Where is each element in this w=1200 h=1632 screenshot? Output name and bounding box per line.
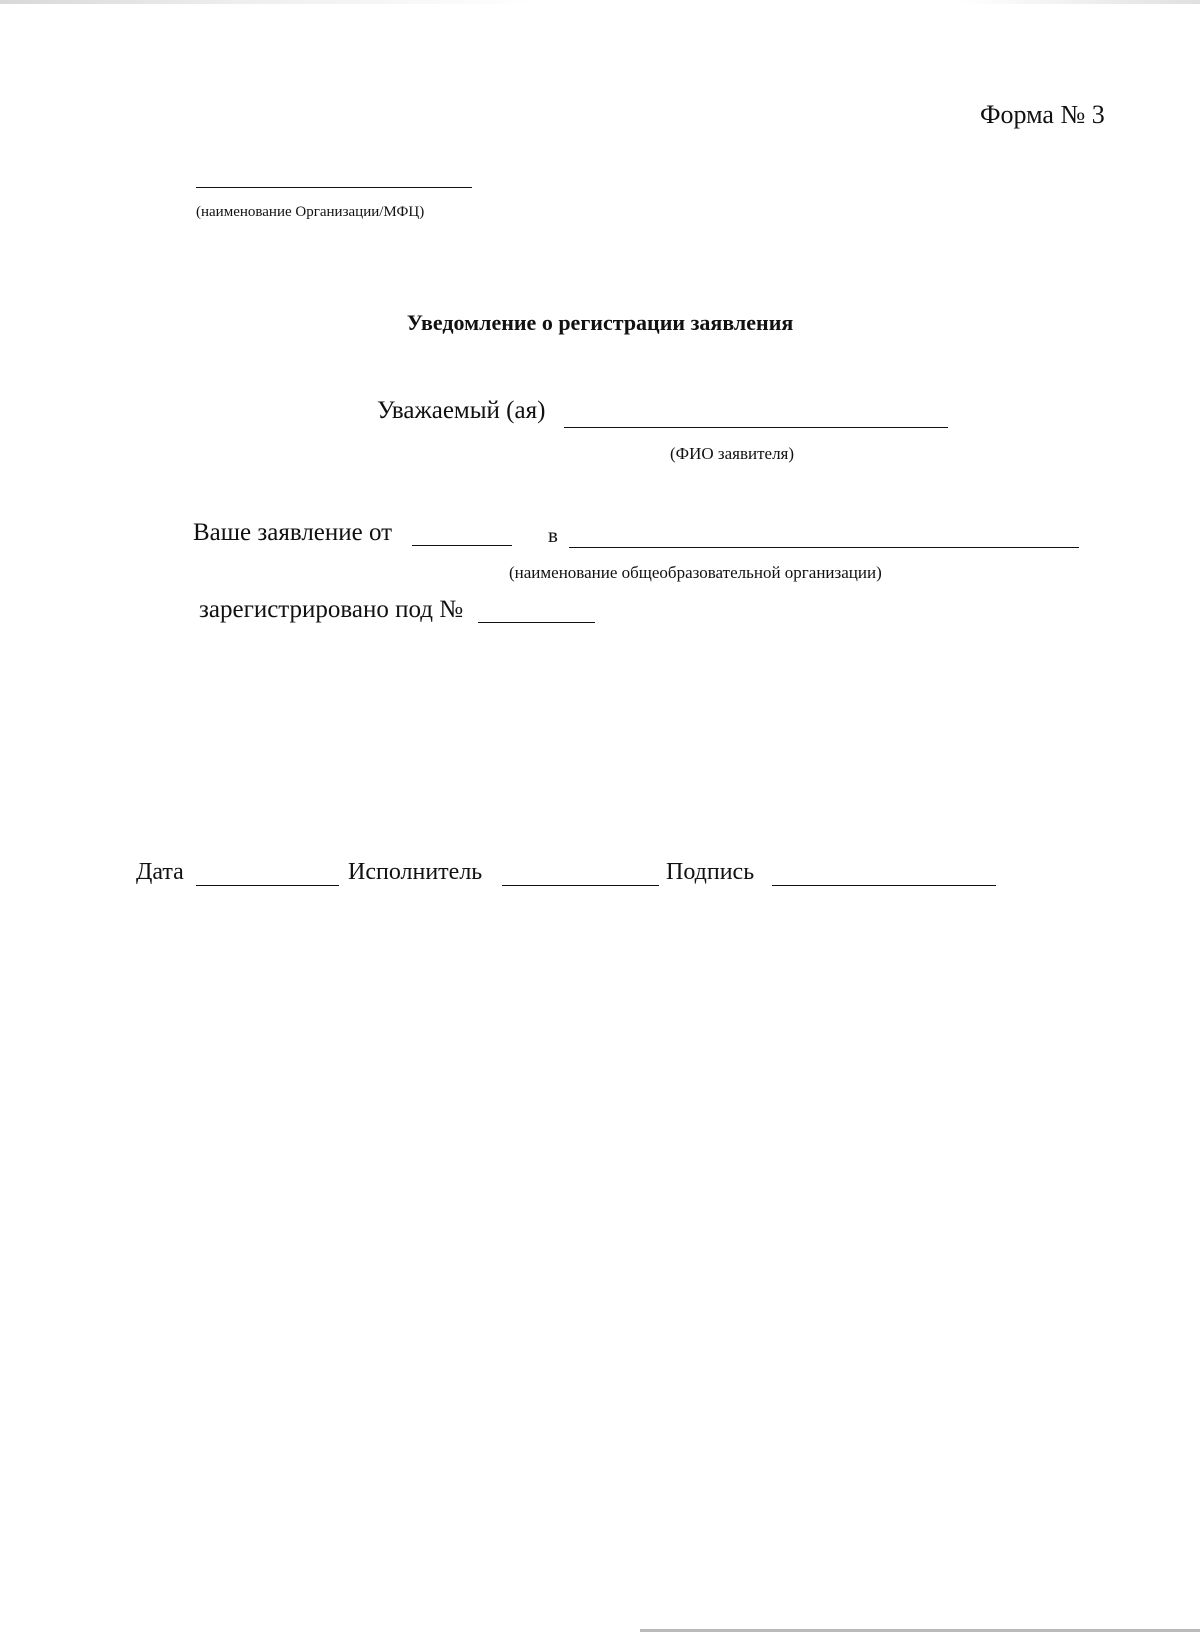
- scan-edge-top: [0, 0, 1200, 4]
- school-name-caption: (наименование общеобразовательной организации): [509, 563, 882, 582]
- signature-line: [772, 885, 996, 886]
- registration-label: зарегистрировано под №: [199, 596, 464, 623]
- date-line: [196, 885, 339, 886]
- statement-label: Ваше заявление от: [193, 519, 393, 546]
- school-name-line: [569, 547, 1079, 548]
- applicant-name-line: [564, 427, 948, 428]
- date-label: Дата: [136, 859, 184, 885]
- statement-date-line: [412, 545, 512, 546]
- greeting-label: Уважаемый (ая): [377, 397, 546, 424]
- form-number: Форма № 3: [980, 100, 1105, 129]
- document-title: Уведомление о регистрации заявления: [406, 310, 794, 335]
- signature-label: Подпись: [666, 859, 755, 885]
- organization-caption: (наименование Организации/МФЦ): [196, 204, 425, 220]
- executor-label: Исполнитель: [348, 859, 483, 885]
- organization-name-line: [196, 187, 472, 188]
- executor-line: [502, 885, 659, 886]
- applicant-name-caption: (ФИО заявителя): [670, 444, 795, 463]
- statement-preposition: в: [548, 523, 558, 547]
- registration-number-line: [478, 622, 595, 623]
